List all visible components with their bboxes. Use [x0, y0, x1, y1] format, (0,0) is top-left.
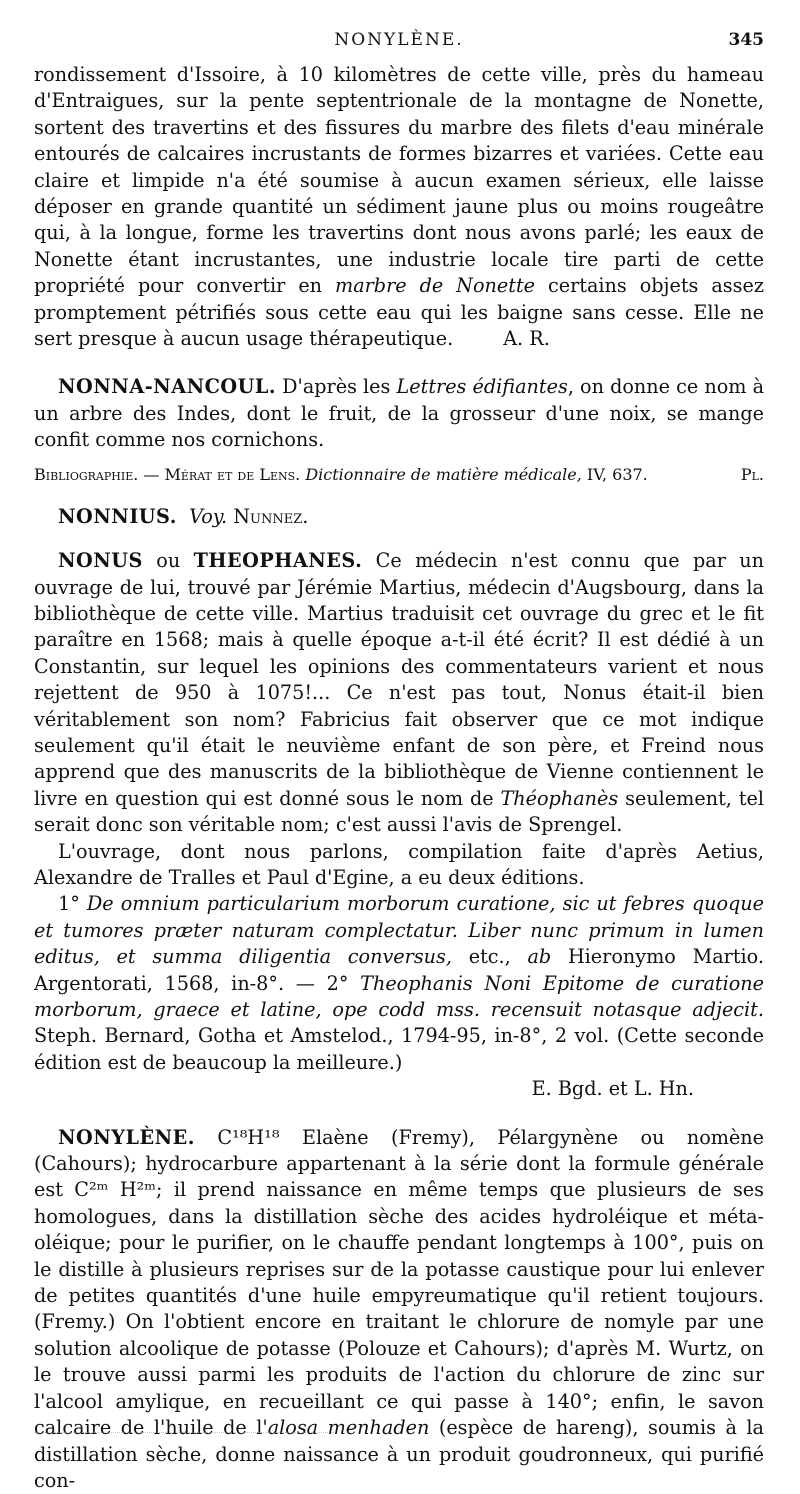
- nonus-paragraph-2: L'ouvrage, dont nous parlons, compilation faite d'après Aetius, Alexandre de Tralles et Paul d'Egine, a eu deux éditions.: [34, 839, 764, 889]
- entry-nonna-nancoul: NONNA-NANCOUL. D'après les Lettres édifiantes, on donne ce nom à un arbre des Indes, dont le fruit, de la grosseur d'une noix, se mange confit comme nos cornichons.: [34, 375, 765, 452]
- headword-theophanes: THEOPHANES.: [193, 549, 363, 573]
- intro-paragraph: rondissement d'Issoire, à 10 kilomètres de cette ville, près du hameau d'Entraigues, sur la pente septentrionale de la montagne de Nonette, sortent des travertins et des fissures du marbre des filets d'eau minérale entourés de calcaires incrustants de formes bizarres et variées. Cette eau claire et limpide n'a été soumise à aucun examen sérieux, elle laisse déposer en grande quantité un sédiment jaune plus ou moins rougeâtre qui, à la longue, forme les travertins dont nous avons parlé; les eaux de Nonette étant incrustantes, une industrie locale tire parti de cette propriété pour convertir en marbre de Nonette certains objets assez promptement pétrifiés sous cette eau qui les baigne sans cesse. Elle ne sert presque à aucun usage thérapeutique. A. R.: [34, 63, 764, 351]
- footer-marks: [34, 1432, 334, 1437]
- chemical-formula: C¹⁸H¹⁸: [194, 1125, 280, 1149]
- page-number: 345: [728, 30, 764, 50]
- headword-nonylene: NONYLÈNE.: [58, 1125, 195, 1149]
- page-header: [34, 30, 764, 56]
- entry-nonylene: NONYLÈNE. C¹⁸H¹⁸ Elaène (Fremy), Pélargynène ou nomène (Cahours); hydrocarbure appartenant à la série dont la formule générale est C²ᵐ H²ᵐ; il prend naissance en même temps que plusieurs de ses homologues, dans la distillation sèche des acides hydroléique et méta-oléique; pour le purifier, on le chauffe pendant longtemps à 100°, puis on le distille à plusieurs reprises sur de la potasse caustique pour lui enlever de petites quantités d'une huile empyreumatique qu'il retient toujours. (Fremy.) On l'obtient encore en traitant le chlorure de nomyle par une solution alcoolique de potasse (Polouze et Cahours); d'après M. Wurtz, on le trouve aussi parmi les produits de l'action du chlorure de zinc sur l'alcool amylique, en recueillant ce qui passe à 140°; enfin, le savon calcaire de l'huile de l'alosa menhaden (espèce de hareng), soumis à la distillation sèche, donne naissance à un produit goudronneux, qui purifié con-: [34, 1125, 765, 1492]
- nonus-editions: 1° De omnium particularium morborum curatione, sic ut febres quoque et tumores præter naturam complectatur. Liber nunc primum in lumen editus, et summa diligentia conversus, etc., ab Hieronymo Martio. Argentorati, 1568, in-8°. — 2° Theophanis Noni Epitome de curatione morborum, graece et latine, ope codd mss. recensuit notasque adjecit. Steph. Bernard, Gotha et Amstelod., 1794-95, in-8°, 2 vol. (Cette seconde édition est de beaucoup la meilleure.): [34, 892, 765, 1074]
- intro-italic: marbre de Nonette: [335, 274, 536, 298]
- headword-nonus: NONUS: [58, 549, 143, 573]
- headword-nonna: NONNA-NANCOUL.: [58, 375, 277, 399]
- headword-nonnius: NONNIUS.: [58, 504, 177, 528]
- intro-signature: A. R.: [503, 327, 550, 351]
- entry-nonnius: NONNIUS. Voy. Nunnez.: [58, 504, 309, 528]
- bibliography-nonna: Bibliographie. — Mérat et de Lens. Dictionnaire de matière médicale, IV, 637. Pl.: [34, 462, 764, 488]
- main-text: [34, 62, 764, 1494]
- entry-nonus: NONUS ou THEOPHANES. Ce médecin n'est connu que par un ouvrage de lui, trouvé par Jérémie Martius, médecin d'Augsbourg, dans la bibliothèque de cette ville. Martius traduisit cet ouvrage du grec et le fit paraître en 1568; mais à quelle époque a-t-il été écrit? Il est dédié à un Constantin, sur lequel les opinions des commentateurs varient et nous rejettent de 950 à 1075!... Ce n'est pas tout, Nonus était-il bien véritablement son nom? Fabricius fait observer que ce mot indique seulement qu'il était le neuvième enfant de son père, et Freind nous apprend que des manuscrits de la bibliothèque de Vienne contiennent le livre en question qui est donné sous le nom de Théophanès seulement, tel serait donc son véritable nom; c'est aussi l'avis de Sprengel.: [34, 549, 764, 837]
- cross-reference: Nunnez.: [233, 504, 309, 528]
- nonus-signature: E. Bgd. et L. Hn.: [531, 1077, 694, 1101]
- running-title: NONYLÈNE.: [334, 30, 464, 50]
- biblio-label: Bibliographie.: [34, 464, 139, 484]
- biblio-signature: Pl.: [740, 464, 764, 484]
